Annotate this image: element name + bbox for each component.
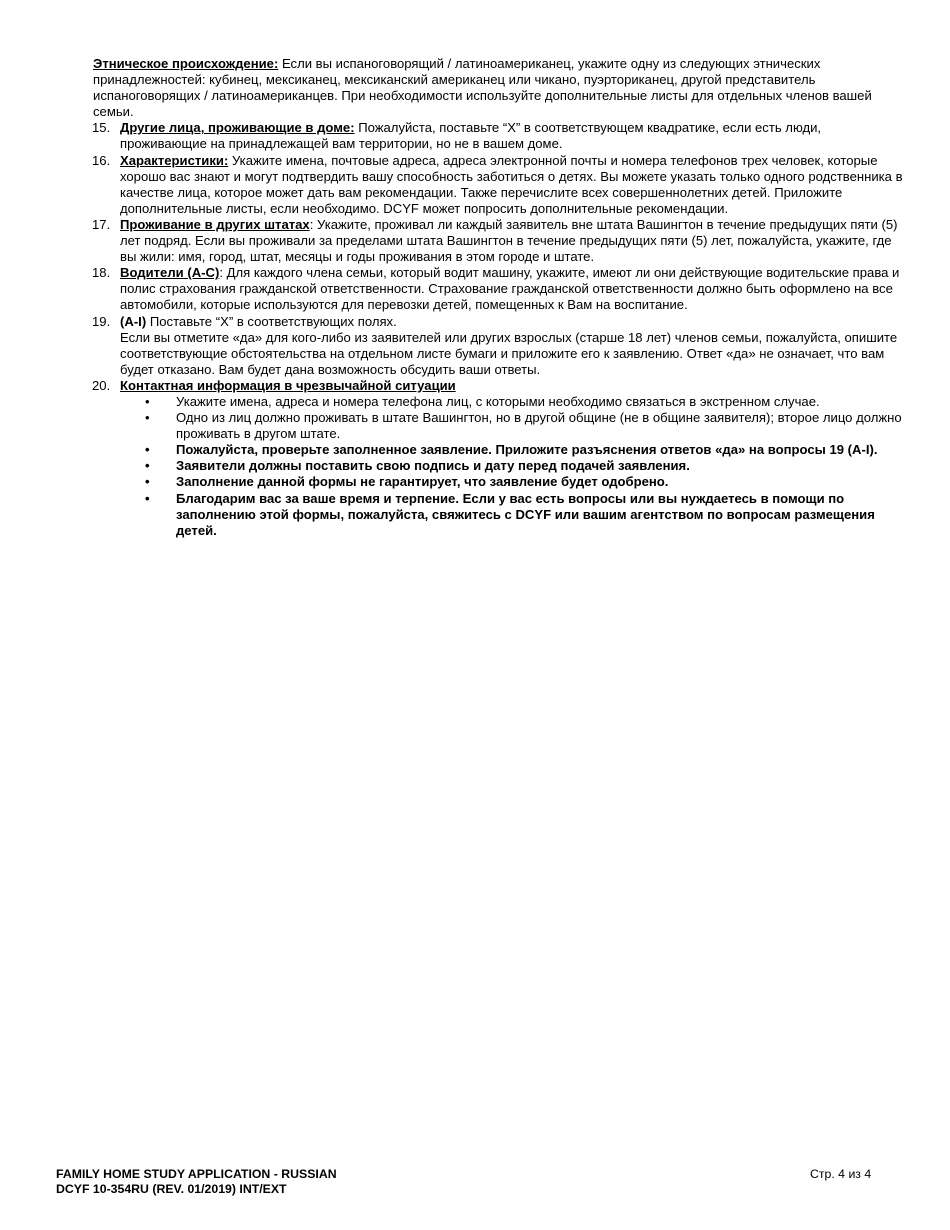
bullet-text: Пожалуйста, проверьте заполненное заявление. Приложите разъяснения ответов «да» на вопросы 19 (A-I). — [176, 442, 878, 458]
bullet-item — [120, 394, 905, 410]
item-extra-text: Если вы отметите «да» для кого-либо из заявителей или других взрослых (старше 18 лет) членов семьи, пожалуйста, опишите соответствующие обстоятельства на отдельном листе бумаги и приложите его к заявлению. Ответ «да» не означает, что вам будет отказано. Вам будет дана возможность обсудить ваши ответы. — [120, 329, 898, 377]
item-label: (A-I) — [120, 313, 147, 329]
list-item-17 — [93, 217, 905, 265]
item-heading: Характеристики: — [120, 152, 229, 168]
bullet-dot: • — [145, 393, 150, 409]
item-heading: Водители (A-C) — [120, 265, 220, 281]
ethnicity-text: Если вы испаноговорящий / латиноамериканец, укажите одну из следующих этнических принадлежностей: кубинец, мексиканец, мексиканский американец или чикано, пуэрториканец, другой представитель испаноговорящих / латиноамериканцев. При необходимости используйте дополнительные листы для отдельных членов вашей семьи. — [93, 56, 872, 120]
page-number: Стр. 4 из 4 — [810, 1167, 872, 1181]
item-number: 16. — [92, 152, 111, 168]
bullet-text: Благодарим вас за ваше время и терпение. Если у вас есть вопросы или вы нуждаетесь в помощи по заполнению этой формы, пожалуйста, свяжитесь с DCYF или вашим агентством по вопросам размещения детей. — [176, 490, 875, 538]
item-text: Поставьте “X” в соответствующих полях. — [146, 313, 397, 329]
bullet-dot: • — [145, 410, 150, 426]
form-footer — [56, 1167, 337, 1196]
item-heading: Другие лица, проживающие в доме: — [120, 120, 355, 136]
item-number: 19. — [92, 313, 111, 329]
item-heading: Контактная информация в чрезвычайной ситуации — [120, 377, 456, 393]
ethnicity-heading: Этническое происхождение: — [93, 56, 279, 71]
item-number: 17. — [92, 216, 111, 232]
bullet-text: Заполнение данной формы не гарантирует, что заявление будет одобрено. — [176, 474, 669, 490]
list-item-15 — [93, 120, 905, 152]
item-number: 20. — [92, 377, 111, 393]
list-item-19 — [93, 314, 905, 378]
list-item-18 — [93, 265, 905, 313]
bullet-text: Заявители должны поставить свою подпись и дату перед подачей заявления. — [176, 458, 690, 474]
item-text: Пожалуйста, поставьте “X” в соответствующем квадратике, если есть люди, проживающие на принадлежащей вам территории, но не в вашем доме. — [120, 120, 822, 152]
item-number: 15. — [92, 120, 111, 136]
item-heading: Проживание в других штатах — [120, 216, 310, 232]
bullet-text: Одно из лиц должно проживать в штате Вашингтон, но в другой общине (не в общине заявителя); второе лицо должно проживать в другом штате. — [176, 410, 902, 442]
bullet-list — [120, 394, 905, 539]
bullet-text: Укажите имена, адреса и номера телефона лиц, с которыми необходимо связаться в экстренном случае. — [176, 393, 820, 409]
bullet-item — [120, 410, 905, 442]
bullet-item — [120, 458, 905, 474]
item-text: : Укажите, проживал ли каждый заявитель вне штата Вашингтон в течение предыдущих пяти (5) лет подряд. Если вы проживали за пределами штата Вашингтон в течение предыдущих пяти (5) лет, пожалуйста, укажите, где вы жили: имя, город, штат, месяцы и годы проживания в этом городе и штате. — [120, 216, 898, 265]
numbered-list — [93, 120, 905, 538]
list-item-16 — [93, 153, 905, 217]
bullet-dot: • — [145, 442, 150, 458]
bullet-item — [120, 442, 905, 458]
list-item-20 — [93, 378, 905, 539]
item-text: Укажите имена, почтовые адреса, адреса электронной почты и номера телефонов трех человек, которые хорошо вас знают и могут подтвердить вашу способность заботиться о детях. Вы можете указать только одного родственника в качестве лица, которое может дать вам рекомендации. Также перечислите всех совершеннолетних детей. Приложите дополнительные листы, если необходимо. DCYF может попросить дополнительные рекомендации. — [120, 152, 903, 216]
form-title: FAMILY HOME STUDY APPLICATION - RUSSIAN — [56, 1167, 337, 1181]
bullet-item — [120, 474, 905, 490]
bullet-dot: • — [145, 474, 150, 490]
form-number: DCYF 10-354RU (REV. 01/2019) INT/EXT — [56, 1181, 287, 1196]
document-body — [93, 56, 905, 539]
ethnicity-paragraph — [93, 56, 905, 120]
bullet-dot: • — [145, 490, 150, 506]
bullet-dot: • — [145, 458, 150, 474]
item-number: 18. — [92, 265, 111, 281]
bullet-item — [120, 491, 905, 539]
item-text: : Для каждого члена семьи, который водит машину, укажите, имеют ли они действующие водительские права и полис страхования гражданской ответственности. Страхование гражданской ответственности должно быть оформлено на все автомобили, которые используются для перевозки детей, помещенных к Вам на воспитание. — [120, 265, 900, 313]
